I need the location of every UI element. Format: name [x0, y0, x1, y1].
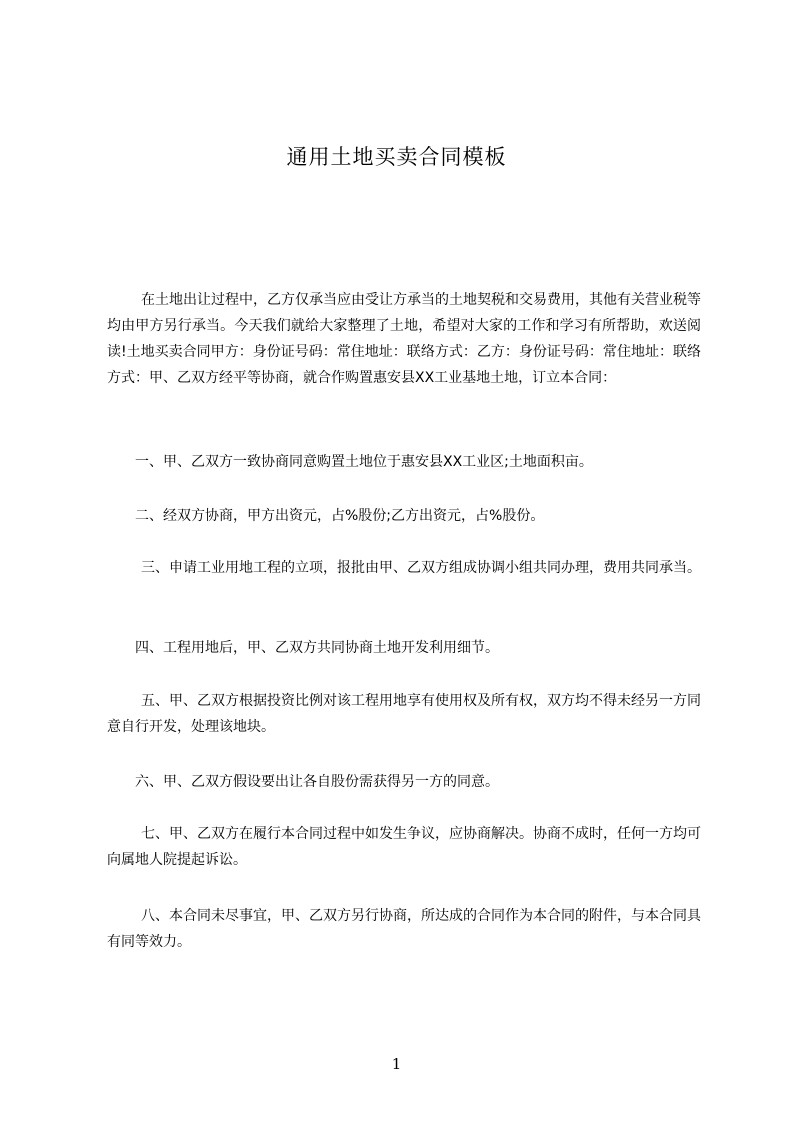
- page-number: 1: [391, 1055, 402, 1073]
- clause-7: 七、甲、乙双方在履行本合同过程中如发生争议，应协商解决。协商不成时，任何一方均可向属地人院提起诉讼。: [107, 826, 701, 868]
- clause-6: 六、甲、乙双方假设要出让各自股份需获得另一方的同意。: [135, 774, 499, 790]
- clause-3: 三、申请工业用地工程的立项，报批由甲、乙双方组成协调小组共同办理，费用共同承当。: [141, 560, 701, 576]
- clause-1: 一、甲、乙双方一致协商同意购置土地位于惠安县XX工业区;土地面积亩。: [135, 454, 593, 470]
- clause-4: 四、工程用地后，甲、乙双方共同协商土地开发利用细节。: [135, 640, 499, 656]
- clause-8: 八、本合同未尽事宜，甲、乙双方另行协商，所达成的合同作为本合同的附件，与本合同具有同等效力。: [107, 908, 701, 950]
- document-title: 通用土地买卖合同模板: [286, 145, 507, 169]
- clause-2: 二、经双方协商，甲方出资元，占%股份;乙方出资元，占%股份。: [135, 508, 545, 524]
- clause-5: 五、甲、乙双方根据投资比例对该工程用地享有使用权及所有权，双方均不得未经另一方同意自行开发，处理该地块。: [107, 693, 701, 735]
- intro-paragraph: 在土地出让过程中，乙方仅承当应由受让方承当的土地契税和交易费用，其他有关营业税等均由甲方另行承当。今天我们就给大家整理了土地，希望对大家的工作和学习有所帮助，欢送阅读!土地买卖合同甲方：身份证号码：常住地址：联络方式：乙方：身份证号码：常住地址：联络方式：甲、乙双方经平等协商，就合作购置惠安县XX工业基地土地，订立本合同：: [107, 292, 701, 386]
